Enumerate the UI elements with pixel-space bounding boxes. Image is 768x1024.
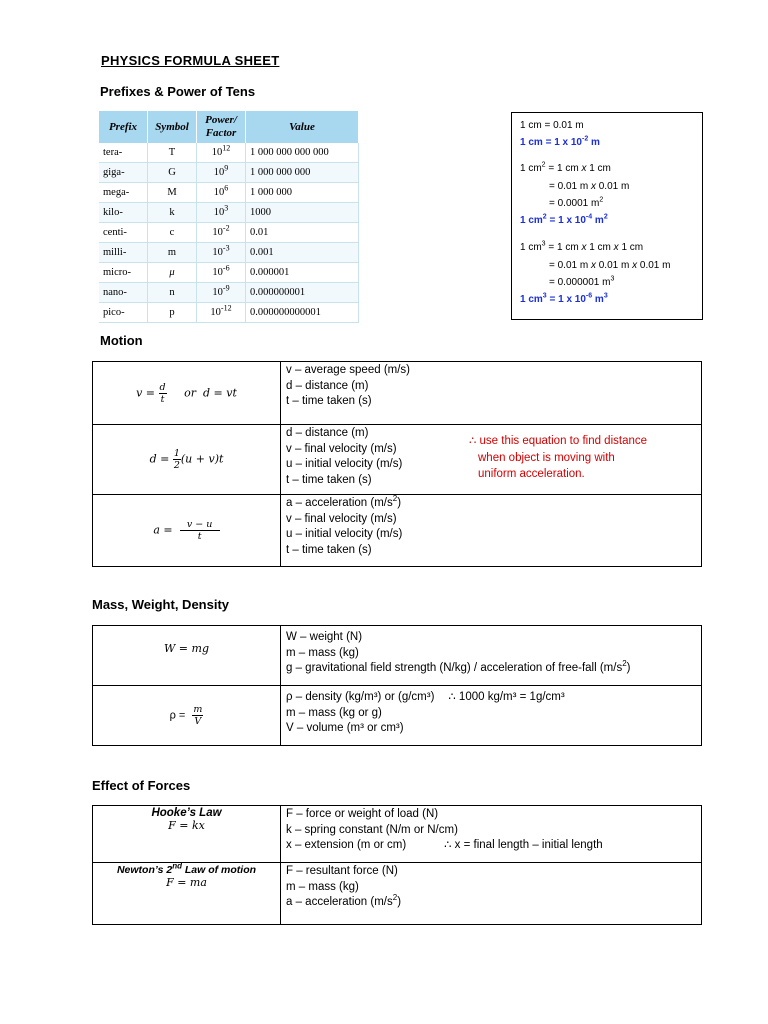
formula-acceleration: a = $\frac{v - u}{t}$	[93, 495, 281, 567]
power-cell: $10^6$	[197, 183, 246, 203]
conversion-line: = 0.000001 $m^3$	[549, 275, 615, 288]
prefix-cell: nano-	[99, 283, 148, 303]
conversion-line: 1 cm = 0.01 m	[520, 120, 584, 131]
conversion-line: = 0.01 m x 0.01 m x 0.01 m	[549, 260, 671, 271]
prefix-table-header	[99, 111, 359, 143]
header-prefix: Prefix	[99, 111, 148, 143]
table-row	[99, 183, 359, 203]
formula-weight: W = mg	[93, 626, 281, 686]
conversion-line: 1 $cm^3 = 1$ cm x 1 cm x 1 cm	[520, 240, 644, 253]
header-value: Value	[246, 111, 359, 143]
prefix-cell: centi-	[99, 223, 148, 243]
description-cell: d – distance (m) v – final velocity (m/s) u – initial velocity (m/s) t – time taken (s) ∴ use this equation to find distance when object is moving with uniform acceleration.	[281, 425, 702, 495]
law-name: Hooke’s Law	[151, 807, 222, 819]
description-cell: a – acceleration $(m/s^2)$ v – final velocity (m/s) u – initial velocity (m/s) t – time taken (s)	[281, 495, 702, 567]
conversion-line: = 0.0001 $m^2$	[549, 196, 604, 209]
table-row	[99, 163, 359, 183]
conversion-result: 1 $cm^3 = 1$ x $10^{-6}$ $m^3$	[520, 292, 608, 305]
power-cell: $10^{-12}$	[197, 303, 246, 323]
formula-speed: v = $\frac{d}{t}$ or d = vt	[93, 362, 281, 425]
table-row	[99, 143, 359, 163]
conversion-result: 1 cm = 1 x $10^{-2}$ m	[520, 135, 600, 148]
value-cell: 1 000 000	[246, 183, 359, 203]
table-row	[99, 223, 359, 243]
table-row	[99, 283, 359, 303]
value-cell: 0.000000000001	[246, 303, 359, 323]
table-row	[93, 686, 702, 746]
value-cell: 1 000 000 000 000	[246, 143, 359, 163]
symbol-cell: T	[148, 143, 197, 163]
prefix-cell: giga-	[99, 163, 148, 183]
header-power: Power/ Factor	[197, 111, 246, 143]
table-row	[99, 303, 359, 323]
page-title: PHYSICS FORMULA SHEET	[101, 53, 280, 68]
conversion-line: = 0.01 m x 0.01 m	[549, 181, 630, 192]
description-cell: v – average speed (m/s) d – distance (m) t – time taken (s)	[281, 362, 702, 425]
header-symbol: Symbol	[148, 111, 197, 143]
law-name: Newton’s 2nd Law of motion	[116, 861, 257, 876]
formula-hooke: Hooke’s Law F = kx	[93, 806, 281, 863]
conversion-line: 1 $cm^2 = 1$ cm x 1 cm	[520, 161, 611, 174]
heading-motion: Motion	[100, 333, 143, 348]
value-cell: 1000	[246, 203, 359, 223]
prefix-table	[99, 111, 359, 323]
table-row	[99, 203, 359, 223]
symbol-cell: G	[148, 163, 197, 183]
description-cell: F – resultant force (N) m – mass (kg) a – acceleration $(m/s^2)$	[281, 863, 702, 925]
description-cell: F – force or weight of load (N) k – spring constant (N/m or N/cm) x – extension (m or cm) ∴ x = final length – initial length	[281, 806, 702, 863]
prefix-cell: tera-	[99, 143, 148, 163]
value-cell: 0.000000001	[246, 283, 359, 303]
table-row	[93, 863, 702, 925]
symbol-cell: p	[148, 303, 197, 323]
table-row	[93, 806, 702, 863]
unit-conversion-box	[511, 112, 703, 320]
table-row	[93, 425, 702, 495]
table-row	[93, 362, 702, 425]
prefix-cell: micro-	[99, 263, 148, 283]
power-cell: $10^{-9}$	[197, 283, 246, 303]
power-cell: $10^{12}$	[197, 143, 246, 163]
power-cell: $10^{-3}$	[197, 243, 246, 263]
symbol-cell: k	[148, 203, 197, 223]
power-cell: $10^{-2}$	[197, 223, 246, 243]
value-cell: 0.01	[246, 223, 359, 243]
prefix-cell: kilo-	[99, 203, 148, 223]
symbol-cell: μ	[148, 263, 197, 283]
value-cell: 0.000001	[246, 263, 359, 283]
table-row	[99, 243, 359, 263]
symbol-cell: m	[148, 243, 197, 263]
table-row	[93, 626, 702, 686]
heading-prefixes: Prefixes & Power of Tens	[100, 84, 256, 99]
description-cell: ρ – density (kg/m³) or (g/cm³) ∴ 1000 kg/m³ = 1g/cm³ m – mass (kg or g) V – volume (m³ or cm³)	[281, 686, 702, 746]
value-cell: 0.001	[246, 243, 359, 263]
symbol-cell: c	[148, 223, 197, 243]
density-conversion-note: ∴ 1000 kg/m³ = 1g/cm³	[448, 691, 565, 703]
note-distance: ∴ use this equation to find distance when object is moving with uniform acceleration.	[469, 435, 648, 480]
heading-forces: Effect of Forces	[92, 778, 191, 793]
symbol-cell: n	[148, 283, 197, 303]
formula-distance: d = $\frac{1}{2}$ (u + v)t	[93, 425, 281, 495]
power-cell: $10^3$	[197, 203, 246, 223]
prefix-cell: pico-	[99, 303, 148, 323]
mass-table	[92, 625, 702, 746]
table-row	[93, 495, 702, 567]
forces-table	[92, 805, 702, 925]
prefix-cell: mega-	[99, 183, 148, 203]
value-cell: 1 000 000 000	[246, 163, 359, 183]
power-cell: $10^9$	[197, 163, 246, 183]
power-cell: $10^{-6}$	[197, 263, 246, 283]
prefix-cell: milli-	[99, 243, 148, 263]
heading-mass: Mass, Weight, Density	[92, 597, 230, 612]
table-row	[99, 263, 359, 283]
description-cell: W – weight (N) m – mass (kg) g – gravitational field strength (N/kg) / acceleration of free-fall $(m/s^2)$	[281, 626, 702, 686]
conversion-result: 1 $cm^2 = 1$ x $10^{-4}$ $m^2$	[520, 213, 608, 226]
formula-density: ρ = $\frac{m}{V}$	[93, 686, 281, 746]
extension-note: ∴ x = final length – initial length	[444, 839, 603, 851]
symbol-cell: M	[148, 183, 197, 203]
formula-newton: Newton’s 2nd Law of motion F = ma	[93, 863, 281, 925]
motion-table	[92, 361, 702, 567]
